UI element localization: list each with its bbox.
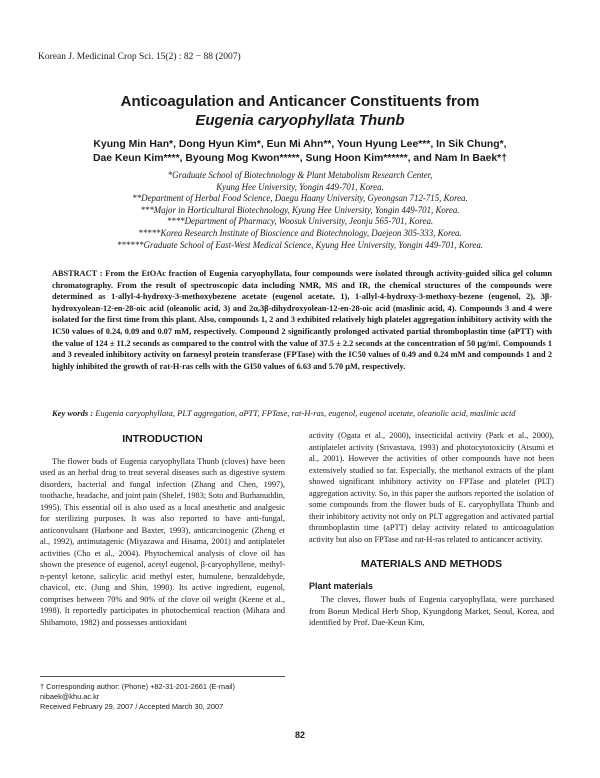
left-column	[40, 430, 285, 628]
authors-line-1: Kyung Min Han*, Dong Hyun Kim*, Eun Mi Ahn**, Youn Hyung Lee***, In Sik Chung*,	[93, 139, 507, 150]
footnote	[40, 676, 285, 712]
page-number: 82	[294, 730, 305, 740]
journal-citation: Korean J. Medicinal Crop Sci. 15(2) : 82 − 88 (2007)	[38, 52, 241, 62]
affiliation-line: *****Korea Research Institute of Bioscience and Biotechnology, Daejeon 305-333, Korea.	[138, 227, 462, 238]
introduction-paragraph: The flower buds of Eugenia caryophyllata Thunb (cloves) have been used as an herbal drug to treat several diseases such as digestive system disorders, bacterial and fungal infection (Zhang and Chen, 1997), toothache, headache, and joint pain (Shelef, 1983; Soto and Burhanuddin, 1995). This essential oil is also used as a local anesthetic and analgesic for sterilizing purposes. It was also reported to have anti-fungal, anticonvulsant (Harbone and Baxter, 1993), anticarcinogenic (Zheng et al., 1992), antimutagenic (Miyazawa and Hisama, 2001) and antiplatelet activities (Cho et al., 2004). Phytochemical analysis of clove oil has shown the presence of eugenol, acetyl eugenol, β-caryophyllene, methyl-n-pentyl ketone, salicylic acid methyl ester, humulene, benzaldehyde, chavicol, etc. (Jung and Shin, 1990). Its active ingredient, eugenol, comprises between 70% and 90% of the clove oil weight (Keene et al., 1998). It reportedly participates in photochemical reaction (Mihara and Shibamoto, 1982) and possesses antioxidant	[40, 456, 285, 627]
affiliation-line: **Department of Herbal Food Science, Daegu Haany University, Gyeongsan 712-715, Korea.	[132, 193, 468, 204]
introduction-continued: activity (Ogata et al., 2000), insecticidal activity (Park et al., 2000), antiplatelet activity (Srivastava, 1993) and photocytotoxicity (Atsumi et al., 2001). However the activities of other compounds have not been extensively studied so far. Especially, the methanol extracts of the plant showed significant inhibitory activity on FPTase and platelet (PLT) aggregation activity. So, in this paper the authors reported the isolation of some compounds from the flower buds of E. caryophyllata Thunb and their inhibitory activity not only on PLT aggregation and activated partial thromboplastin time (aPTT) delay activity related to anticoagulation activity but also on FPTase and rat-H-ras related to anticancer activity.	[309, 431, 554, 544]
affiliations	[60, 170, 540, 251]
right-column	[309, 430, 554, 629]
received-dates: Received February 29, 2007 / Accepted March 30, 2007	[40, 702, 224, 711]
affiliation-line: ***Major in Horticultural Biotechnology, Kyung Hee University, Yongin 449-701, Korea.	[140, 204, 460, 215]
title-line-2: Eugenia caryophyllata Thunb	[195, 112, 405, 129]
keywords-text: Eugenia caryophyllata, PLT aggregation, aPTT, FPTase, rat-H-ras, eugenol, eugenol acetate, oleanolic acid, maslinic acid	[95, 408, 516, 418]
introduction-heading: INTRODUCTION	[122, 433, 203, 445]
methods-heading: MATERIALS AND METHODS	[360, 558, 503, 570]
keywords	[52, 408, 552, 420]
affiliation-line: ******Graduate School of East-West Medical Science, Kyung Hee University, Yongin 449-701, Korea.	[116, 239, 484, 250]
plant-materials-paragraph: The cloves, flower buds of Eugenia caryophyllata, were purchased from Boeun Medical Herb Shop, Kyungdong Market, Seoul, Korea, and identified by Prof. Dae-Keun Kim,	[309, 595, 554, 627]
plant-materials-subheading: Plant materials	[309, 580, 374, 591]
corresponding-author: † Corresponding author: (Phone) +82-31-201-2661 (E-mail) nibaek@khu.ac.kr	[40, 682, 235, 701]
author-list	[60, 138, 540, 166]
title-line-1: Anticoagulation and Anticancer Constituents from	[120, 93, 480, 110]
authors-line-2: Dae Keun Kim****, Byoung Mog Kwon*****, Sung Hoon Kim******, and Nam In Baek*†	[93, 153, 507, 164]
keywords-label: Key words :	[52, 408, 94, 418]
affiliation-line: *Graduate School of Biotechnology & Plant Metabolism Research Center,	[167, 170, 433, 180]
article-title	[40, 92, 560, 130]
affiliation-line: Kyung Hee University, Yongin 449-701, Korea.	[216, 181, 384, 192]
affiliation-line: ****Department of Pharmacy, Woosuk University, Jeonju 565-701, Korea.	[166, 216, 434, 227]
abstract: ABSTRACT : From the EtOAc fraction of Eugenia caryophyllata, four compounds were isolated through activity-guided silica gel column chromatography. From the result of spectroscopic data including NMR, MS and IR, the chemical structures of the compounds were determined as 1-allyl-4-hydroxy-3-methoxybezene acetate (eugenol acetate, 1), 1-allyl-4-hydroxy-3-methoxy-bezene (eugenol, 2), 3β-hydroxyolean-12-en-28-oic acid (oleanolic acid, 3) and 2α,3β-dihydroxyolean-12-en-28-oic acid (maslinic acid, 4). Compounds 3 and 4 were isolated for the first time from this plant. Also, compounds 1, 2 and 3 exhibited relatively high platelet aggregation inhibitory activity with the IC50 values of 0.24, 0.09 and 0.07 mM, respectively. Compound 2 significantly prolonged activated partial thromboplastin time (aPTT) with the value of 124 ± 11.2 seconds as compared to the control with the value of 37.5 ± 2.2 seconds at the concentration of 50 μg/mℓ. Compounds 1 and 3 revealed inhibitory activity on farnesyl protein transferase (FPTase) with the IC50 values of 0.49 and 0.24 mM and compounds 1 and 2 highly inhibited the growth of rat-H-ras cells with the GI50 values of 6.63 and 5.70 μM, respectively.	[52, 269, 552, 371]
